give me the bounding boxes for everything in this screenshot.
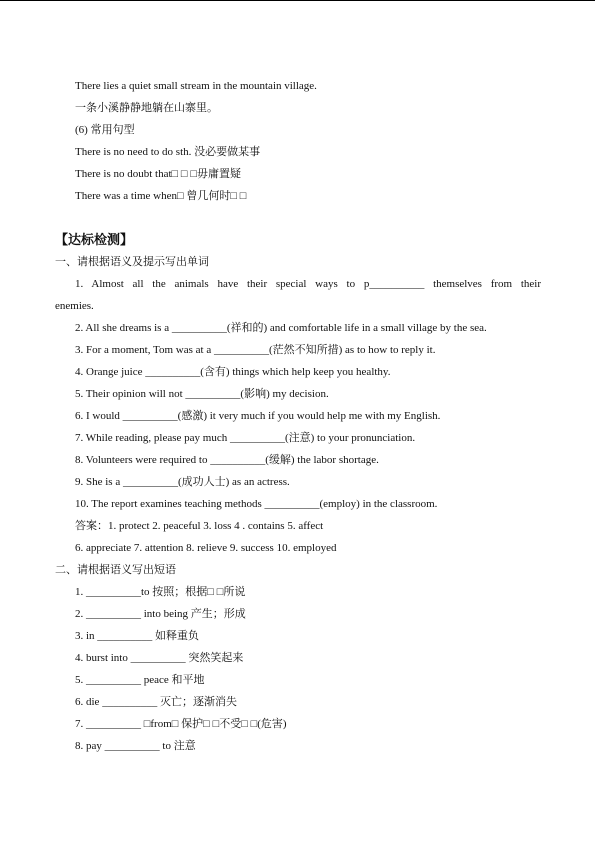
intro-line-1: There lies a quiet small stream in the mountain village. [75,80,317,92]
part1-question-2: 2. All she dreams is a __________(祥和的) and comfortable life in a small village by the sea. [75,322,487,334]
intro-line-6: There was a time when□ 曾几何时□ □ [75,190,247,202]
part2-title: 二、请根据语义写出短语 [55,564,176,576]
intro-line-2: 一条小溪静静地躺在山寨里。 [75,102,218,114]
intro-line-5: There is no doubt that□ □ □毋庸置疑 [75,168,241,180]
part2-phrase-1: 1. __________to 按照；根据□ □所说 [75,586,246,598]
part2-phrase-6: 6. die __________ 灭亡；逐渐消失 [75,696,237,708]
part2-phrase-2: 2. __________ into being 产生；形成 [75,608,246,620]
part1-question-6: 6. I would __________(感激) it very much if you would help me with my English. [75,410,441,422]
part1-question-4: 4. Orange juice __________(含有) things which help keep you healthy. [75,366,391,378]
part1-title: 一、请根据语义及提示写出单词 [55,256,209,268]
intro-line-3: (6) 常用句型 [75,124,135,136]
part2-phrase-4: 4. burst into __________ 突然笑起来 [75,652,244,664]
part2-phrase-5: 5. __________ peace 和平地 [75,674,205,686]
part2-phrase-3: 3. in __________ 如释重负 [75,630,200,642]
part1-question-8: 8. Volunteers were required to __________(缓解) the labor shortage. [75,454,379,466]
part1-question-5: 5. Their opinion will not __________(影响) my decision. [75,388,329,400]
part1-question-3: 3. For a moment, Tom was at a __________(茫然不知所措) as to how to reply it. [75,344,436,356]
part1-answers-line-2: 6. appreciate 7. attention 8. relieve 9. success 10. employed [75,542,337,554]
intro-line-4: There is no need to do sth. 没必要做某事 [75,146,261,158]
part2-phrase-8: 8. pay __________ to 注意 [75,740,196,752]
part1-answers-line-1: 答案：1. protect 2. peaceful 3. loss 4 . contains 5. affect [75,520,324,532]
part2-phrase-7: 7. __________ □from□ 保护□ □不受□ □(危害) [75,718,287,730]
part1-question-10: 10. The report examines teaching methods __________(employ) in the classroom. [75,498,438,510]
part1-question-9: 9. She is a __________(成功人士) as an actress. [75,476,290,488]
part1-question-7: 7. While reading, please pay much __________(注意) to your pronunciation. [75,432,416,444]
part1-question-1a: 1. Almost all the animals have their special ways to p__________ themselves from their [75,278,541,290]
section-title: 【达标检测】 [55,232,134,247]
part1-question-1b: enemies. [55,300,94,312]
